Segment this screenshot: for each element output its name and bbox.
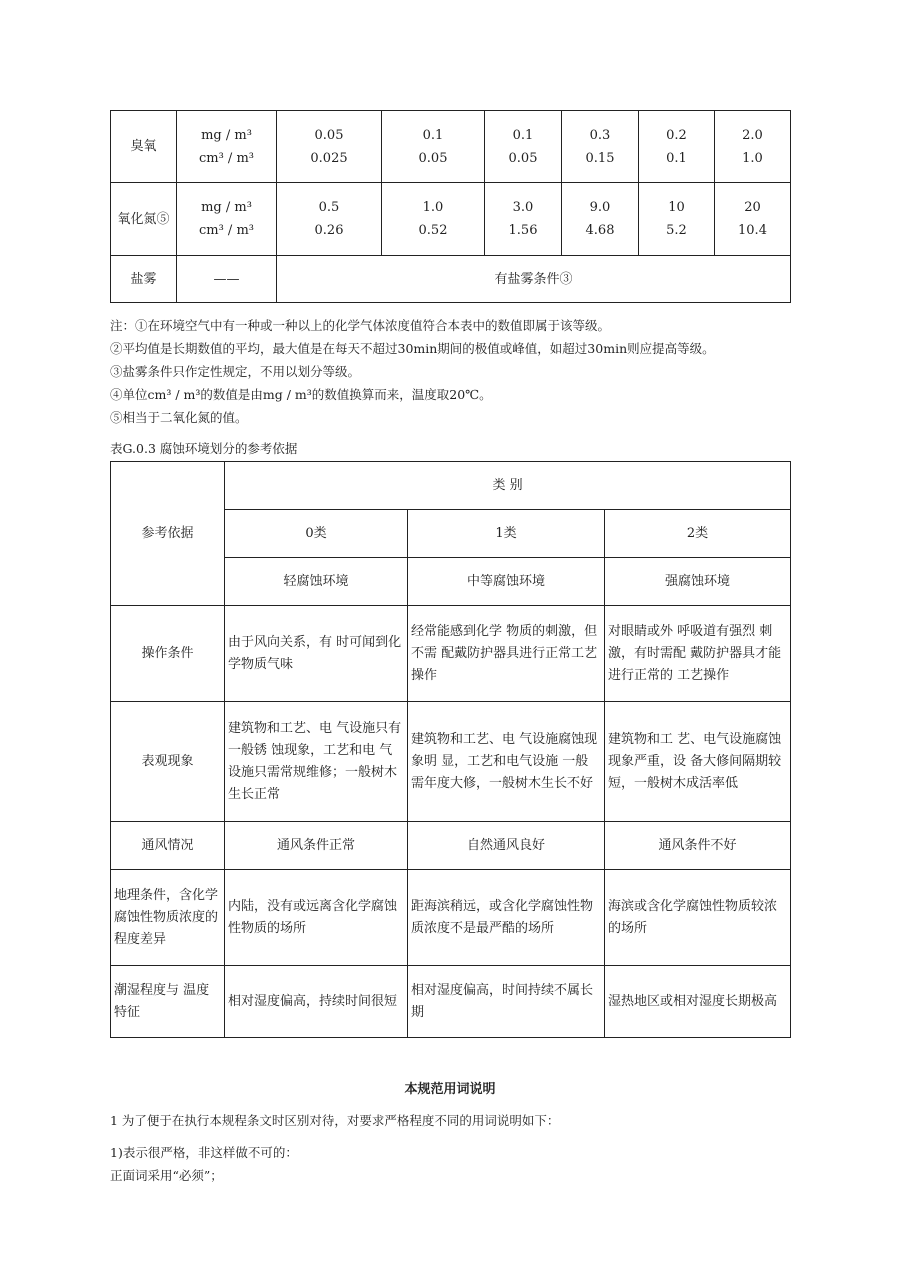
table-row (111, 870, 791, 966)
table-row (111, 966, 791, 1038)
row-label: 表观现象 (111, 702, 225, 822)
value-cell: 0.05 0.025 (277, 111, 382, 183)
section-title: 本规范用词说明 (404, 1082, 496, 1097)
environment-header: 轻腐蚀环境 (225, 558, 408, 606)
row-label: 通风情况 (111, 822, 225, 870)
table-note: ⑤相当于二氧化氮的值。 (110, 410, 248, 425)
value-cell: 20 10.4 (715, 183, 791, 256)
pollutant-name: 氧化氮⑤ (111, 183, 177, 256)
class-header: 0类 (225, 510, 408, 558)
value-cell: 9.0 4.68 (562, 183, 639, 256)
unit-cell: mg / m³ cm³ / m³ (177, 111, 277, 183)
table-note: 注：①在环境空气中有一种或一种以上的化学气体浓度值符合本表中的数值即属于该等级。 (110, 318, 611, 333)
value-cell: 0.1 0.05 (485, 111, 562, 183)
environment-header: 中等腐蚀环境 (408, 558, 605, 606)
table-row (111, 183, 791, 256)
table-cell: 距海滨稍远，或含化学腐蚀性物质浓度不是最严酷的场所 (408, 870, 605, 966)
table-row (111, 822, 791, 870)
unit-cell: mg / m³ cm³ / m³ (177, 183, 277, 256)
table-cell: 建筑物和工艺、电 气设施只有一般锈 蚀现象，工艺和电 气 设施只需常规维修；一般树木生长正常 (225, 702, 408, 822)
value-cell: 0.2 0.1 (639, 111, 715, 183)
value-cell: 10 5.2 (639, 183, 715, 256)
environment-header: 强腐蚀环境 (605, 558, 791, 606)
row-label: 地理条件，含化学腐蚀性物质浓度的程度差异 (111, 870, 225, 966)
table-note: ④单位cm³ / m³的数值是由mg / m³的数值换算而来，温度取20℃。 (110, 387, 492, 402)
table-cell: 相对湿度偏高，时间持续不属长期 (408, 966, 605, 1038)
row-label: 操作条件 (111, 606, 225, 702)
table-cell: 自然通风良好 (408, 822, 605, 870)
table-cell: 湿热地区或相对湿度长期极高 (605, 966, 791, 1038)
pollutant-name: 盐雾 (111, 256, 177, 303)
table-cell: 相对湿度偏高，持续时间很短 (225, 966, 408, 1038)
category-header: 类 别 (225, 462, 791, 510)
table-cell: 由于风向关系，有 时可闻到化学物质气味 (225, 606, 408, 702)
table-row (111, 462, 791, 510)
table-cell: 海滨或含化学腐蚀性物质较浓的场所 (605, 870, 791, 966)
table-row (111, 702, 791, 822)
table-cell: 建筑物和工 艺、电气设施腐蚀现象严重，设 备大修间隔期较短，一般树木成活率低 (605, 702, 791, 822)
table-cell: 通风条件不好 (605, 822, 791, 870)
value-cell: 0.1 0.05 (382, 111, 485, 183)
paragraph: 1)表示很严格，非这样做不可的： (110, 1145, 298, 1160)
value-cell: 0.5 0.26 (277, 183, 382, 256)
class-header: 1类 (408, 510, 605, 558)
paragraph: 正面词采用“必须”； (110, 1168, 223, 1183)
gas-concentration-table (110, 110, 791, 303)
table-note: ②平均值是长期数值的平均，最大值是在每天不超过30min期间的极值或峰值，如超过30min则应提高等级。 (110, 341, 715, 356)
table-cell: 建筑物和工艺、电 气设施腐蚀现象明 显，工艺和电气设施 一般需年度大修，一般树木生长不好 (408, 702, 605, 822)
corrosion-environment-table (110, 461, 791, 1038)
pollutant-name: 臭氧 (111, 111, 177, 183)
value-cell: 2.0 1.0 (715, 111, 791, 183)
table-row (111, 256, 791, 303)
table-cell: 对眼睛或外 呼吸道有强烈 刺激，有时需配 戴防护器具才能进行正常的 工艺操作 (605, 606, 791, 702)
value-cell: 有盐雾条件③ (277, 256, 791, 303)
table-caption: 表G.0.3 腐蚀环境划分的参考依据 (110, 441, 298, 456)
value-cell: 3.0 1.56 (485, 183, 562, 256)
table-row (111, 111, 791, 183)
unit-cell: —— (177, 256, 277, 303)
value-cell: 0.3 0.15 (562, 111, 639, 183)
row-label: 潮湿程度与 温度特征 (111, 966, 225, 1038)
table-cell: 经常能感到化学 物质的刺激，但不需 配戴防护器具进行正常工艺操作 (408, 606, 605, 702)
table-cell: 通风条件正常 (225, 822, 408, 870)
class-header: 2类 (605, 510, 791, 558)
table-note: ③盐雾条件只作定性规定，不用以划分等级。 (110, 364, 361, 379)
table-row (111, 606, 791, 702)
value-cell: 1.0 0.52 (382, 183, 485, 256)
paragraph: 1 为了便于在执行本规程条文时区别对待，对要求严格程度不同的用词说明如下： (110, 1113, 560, 1128)
table-cell: 内陆，没有或远离含化学腐蚀性物质的场所 (225, 870, 408, 966)
corner-header: 参考依据 (111, 462, 225, 606)
